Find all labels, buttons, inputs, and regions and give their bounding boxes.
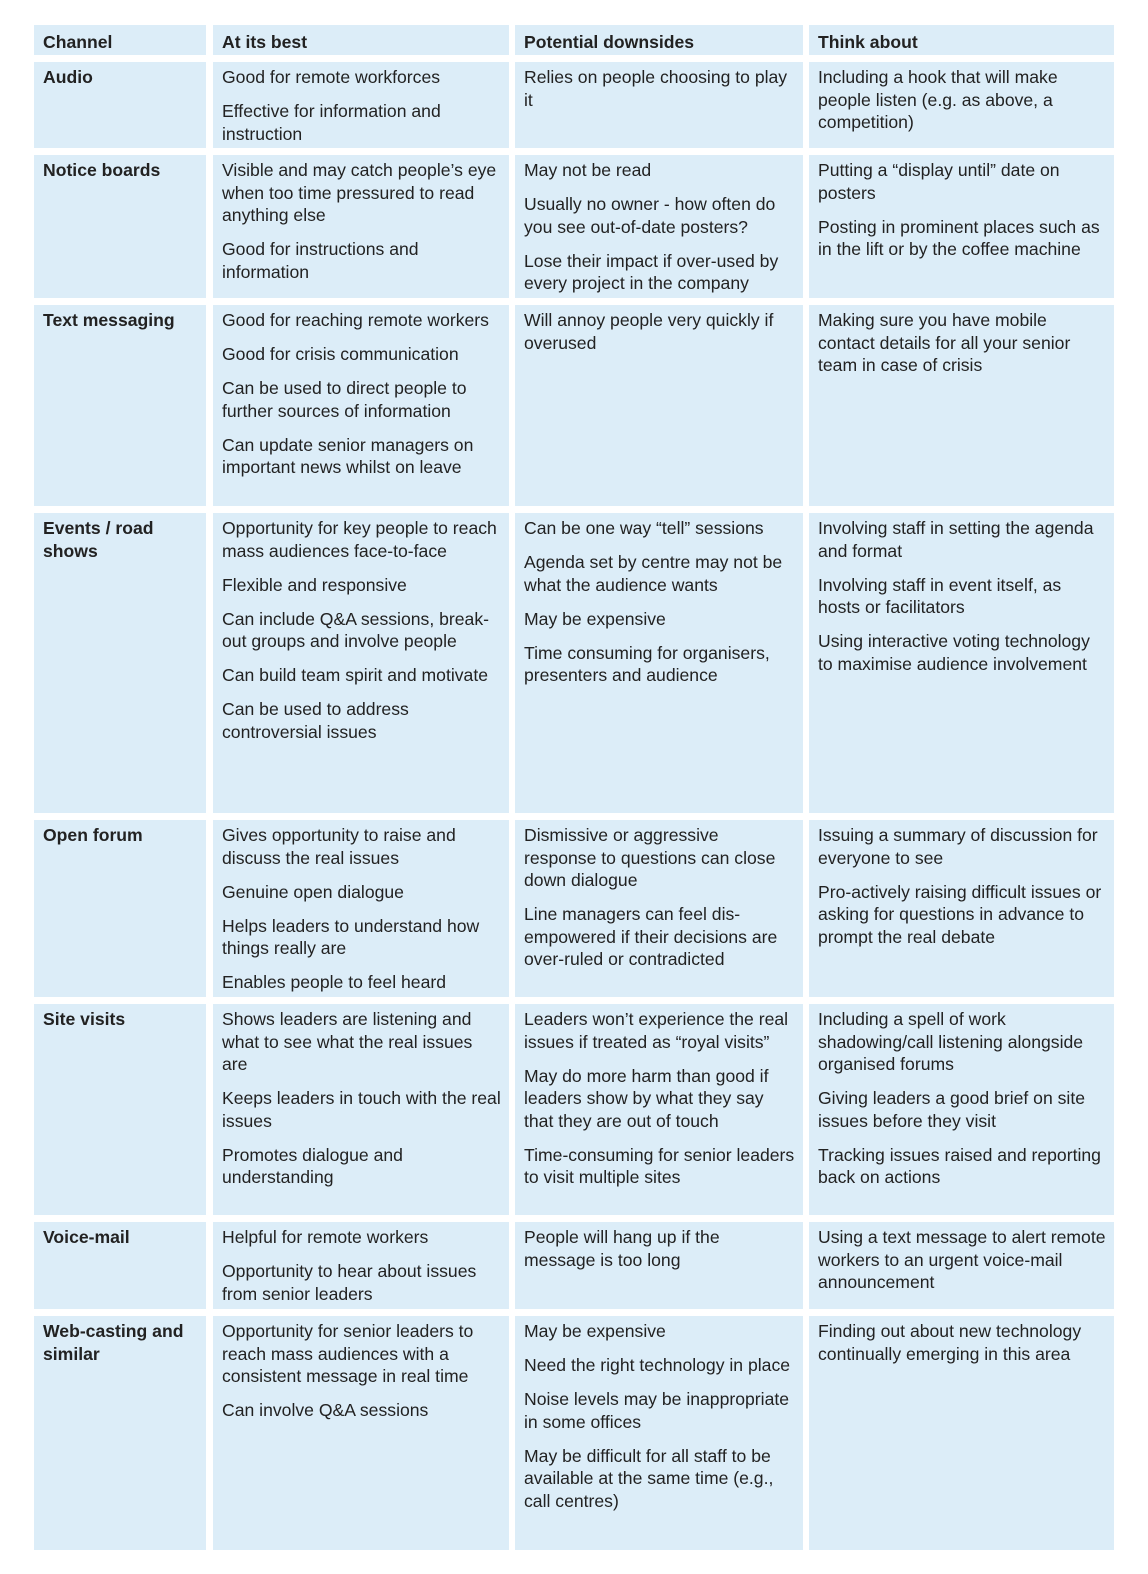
think-item: Involving staff in event itself, as hosts or facilitators [818, 574, 1062, 617]
best-item: Enables people to feel heard [222, 972, 447, 992]
think-item: Using a text message to alert remote workers to an urgent voice-mail announcement [818, 1227, 1106, 1292]
think-item: Finding out about new technology continually emerging in this area [818, 1321, 1082, 1364]
best-item: Visible and may catch people’s eye when too time pressured to read anything else [222, 160, 497, 225]
header-potential-downsides: Potential downsides [515, 25, 803, 55]
cell-channel-row-3: Text messaging [34, 305, 206, 506]
cell-best-row-1 [213, 62, 509, 148]
downsides-item: May be expensive [524, 1321, 666, 1341]
best-item: Promotes dialogue and understanding [222, 1144, 403, 1187]
cell-channel-row-8: Web-casting and similar [34, 1316, 206, 1550]
cell-think-row-6 [809, 1004, 1114, 1215]
cell-downsides-row-5 [515, 820, 803, 997]
header-at-its-best: At its best [213, 25, 509, 55]
cell-channel-row-1: Audio [34, 62, 206, 148]
think-item: Including a hook that will make people listen (e.g. as above, a competition) [818, 67, 1058, 132]
cell-channel-row-5: Open forum [34, 820, 206, 997]
downsides-item: May be difficult for all staff to be available at the same time (e.g., call centres) [524, 1445, 774, 1511]
cell-best-row-3 [213, 305, 509, 506]
downsides-item: May do more harm than good if leaders show by what they say that they are out of touch [524, 1065, 769, 1131]
cell-think-row-2 [809, 155, 1114, 298]
downsides-item: Will annoy people very quickly if overused [524, 310, 774, 353]
cell-best-row-4 [213, 513, 509, 813]
cell-think-row-3 [809, 305, 1114, 506]
best-item: Shows leaders are listening and what to see what the real issues are [222, 1009, 473, 1074]
downsides-item: Agenda set by centre may not be what the audience wants [524, 552, 783, 595]
think-item: Involving staff in setting the agenda and format [818, 518, 1094, 561]
downsides-item: Dismissive or aggressive response to questions can close down dialogue [524, 825, 776, 890]
best-item: Good for crisis communication [222, 344, 459, 364]
best-item: Opportunity for key people to reach mass audiences face-to-face [222, 518, 497, 561]
cell-best-row-7 [213, 1222, 509, 1309]
best-item: Can be used to direct people to further sources of information [222, 378, 467, 421]
think-item: Tracking issues raised and reporting back on actions [818, 1144, 1101, 1187]
think-item: Including a spell of work shadowing/call listening alongside organised forums [818, 1009, 1084, 1074]
downsides-item: Need the right technology in place [524, 1355, 791, 1375]
downsides-item: Usually no owner - how often do you see out-of-date posters? [524, 194, 776, 237]
best-item: Gives opportunity to raise and discuss the real issues [222, 825, 456, 868]
downsides-item: Leaders won’t experience the real issues if treated as “royal visits” [524, 1009, 789, 1052]
best-item: Can be used to address controversial issues [222, 699, 409, 742]
best-item: Good for reaching remote workers [222, 310, 489, 330]
best-item: Can build team spirit and motivate [222, 665, 488, 685]
think-item: Issuing a summary of discussion for everyone to see [818, 825, 1098, 868]
cell-best-row-6 [213, 1004, 509, 1215]
downsides-item: Relies on people choosing to play it [524, 67, 788, 110]
downsides-item: Noise levels may be inappropriate in some offices [524, 1389, 790, 1432]
cell-best-row-2 [213, 155, 509, 298]
downsides-item: Line managers can feel dis-empowered if their decisions are over-ruled or contradicted [524, 904, 778, 969]
best-item: Opportunity to hear about issues from senior leaders [222, 1261, 477, 1304]
cell-think-row-1 [809, 62, 1114, 148]
cell-channel-row-2: Notice boards [34, 155, 206, 298]
think-item: Using interactive voting technology to maximise audience involvement [818, 631, 1090, 674]
think-item: Posting in prominent places such as in the lift or by the coffee machine [818, 216, 1100, 259]
cell-think-row-7 [809, 1222, 1114, 1309]
cell-channel-row-7: Voice-mail [34, 1222, 206, 1309]
downsides-item: Time-consuming for senior leaders to visit multiple sites [524, 1144, 795, 1187]
cell-downsides-row-4 [515, 513, 803, 813]
cell-downsides-row-3 [515, 305, 803, 506]
best-item: Can include Q&A sessions, break-out groups and involve people [222, 608, 489, 651]
best-item: Can involve Q&A sessions [222, 1400, 429, 1420]
downsides-item: Lose their impact if over-used by every project in the company [524, 250, 779, 293]
cell-think-row-5 [809, 820, 1114, 997]
cell-think-row-8 [809, 1316, 1114, 1550]
downsides-item: Time consuming for organisers, presenters and audience [524, 642, 770, 685]
think-item: Making sure you have mobile contact details for all your senior team in case of crisis [818, 310, 1071, 375]
think-item: Putting a “display until” date on posters [818, 160, 1060, 203]
cell-think-row-4 [809, 513, 1114, 813]
best-item: Opportunity for senior leaders to reach mass audiences with a consistent message in real time [222, 1321, 474, 1386]
think-item: Pro-actively raising difficult issues or asking for questions in advance to prompt the real debate [818, 881, 1102, 947]
best-item: Good for instructions and information [222, 239, 419, 282]
best-item: Helpful for remote workers [222, 1227, 429, 1247]
best-item: Flexible and responsive [222, 574, 407, 595]
cell-best-row-8 [213, 1316, 509, 1550]
header-channel: Channel [34, 25, 206, 55]
cell-downsides-row-6 [515, 1004, 803, 1215]
cell-downsides-row-8 [515, 1316, 803, 1550]
best-item: Can update senior managers on important news whilst on leave [222, 434, 474, 477]
best-item: Helps leaders to understand how things really are [222, 915, 480, 958]
cell-channel-row-6: Site visits [34, 1004, 206, 1215]
cell-downsides-row-1 [515, 62, 803, 148]
cell-channel-row-4: Events / road shows [34, 513, 206, 813]
best-item: Genuine open dialogue [222, 881, 404, 902]
best-item: Effective for information and instruction [222, 101, 441, 144]
cell-downsides-row-7 [515, 1222, 803, 1309]
downsides-item: May be expensive [524, 608, 666, 629]
header-think-about: Think about [809, 25, 1114, 55]
best-item: Keeps leaders in touch with the real issues [222, 1088, 501, 1131]
cell-best-row-5 [213, 820, 509, 997]
cell-downsides-row-2 [515, 155, 803, 298]
think-item: Giving leaders a good brief on site issues before they visit [818, 1088, 1085, 1131]
downsides-item: May not be read [524, 160, 652, 180]
downsides-item: People will hang up if the message is too long [524, 1227, 720, 1270]
best-item: Good for remote workforces [222, 67, 441, 87]
downsides-item: Can be one way “tell” sessions [524, 518, 764, 538]
